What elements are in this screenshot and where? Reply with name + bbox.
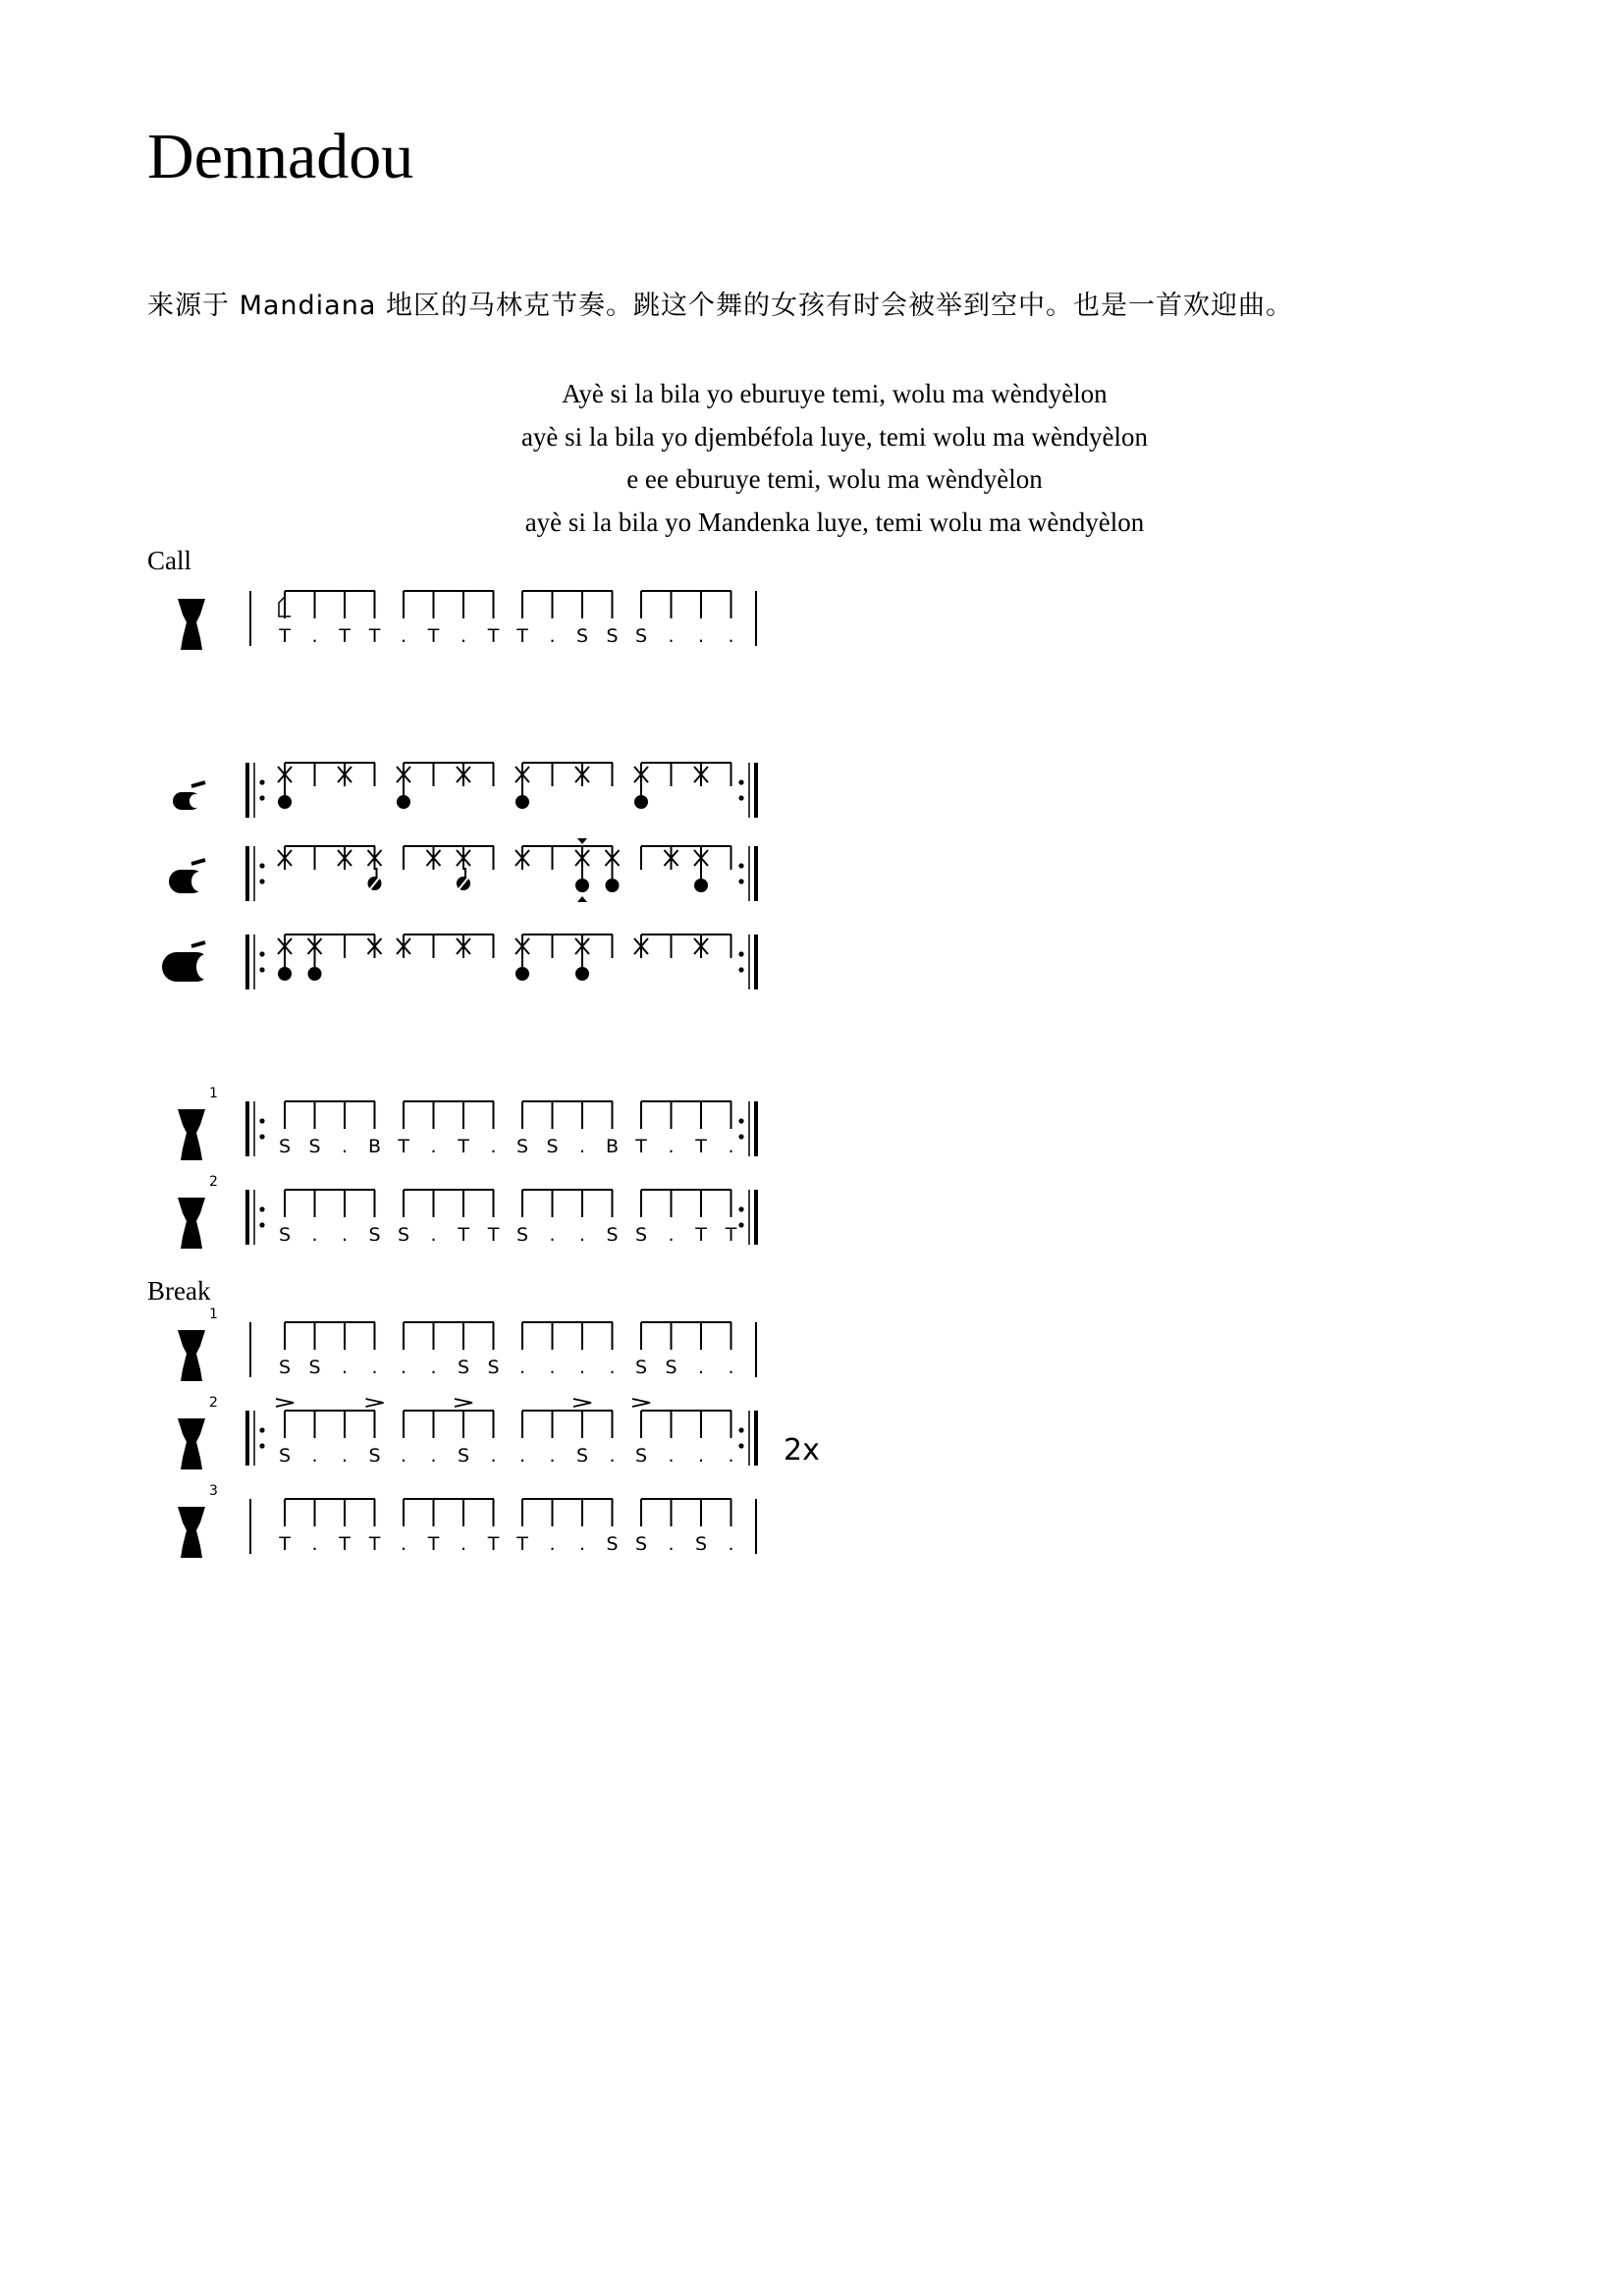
stroke-symbol: S xyxy=(457,1445,470,1467)
stroke-symbol: . xyxy=(311,1533,318,1555)
stroke-symbol: S xyxy=(457,1357,470,1378)
stroke-symbol: . xyxy=(518,1445,526,1467)
open-drum-stroke xyxy=(606,879,620,892)
stroke-symbol: B xyxy=(367,1136,382,1157)
stroke-symbol: . xyxy=(728,1533,734,1555)
stroke-symbol: S xyxy=(665,1357,677,1378)
djembe-icon xyxy=(178,1198,205,1249)
stave-number: 1 xyxy=(209,1307,218,1322)
stroke-symbol: S xyxy=(634,625,648,647)
section-label-break: Break xyxy=(147,1276,211,1306)
open-drum-stroke xyxy=(515,795,529,809)
stave-break1 xyxy=(178,1307,756,1381)
stroke-symbol: T xyxy=(458,1136,469,1157)
stroke-symbol: . xyxy=(400,1445,407,1467)
open-drum-stroke xyxy=(278,795,292,809)
stroke-symbol: . xyxy=(578,1136,586,1157)
stave-number: 1 xyxy=(209,1086,218,1101)
stroke-symbol: . xyxy=(668,1136,675,1157)
stroke-symbol: . xyxy=(697,1357,705,1378)
stroke-symbol: S xyxy=(368,1445,381,1467)
stroke-symbol: T xyxy=(368,625,381,647)
stroke-symbol: T xyxy=(487,1224,500,1246)
stroke-symbol: T xyxy=(279,1533,291,1555)
stroke-symbol: . xyxy=(460,1533,467,1555)
djembe-icon xyxy=(178,599,205,650)
marker-bottom xyxy=(577,896,587,902)
stroke-symbol: . xyxy=(400,1533,407,1555)
stroke-symbol: S xyxy=(278,1224,292,1246)
stroke-symbol: S xyxy=(634,1445,648,1467)
stroke-symbol: S xyxy=(278,1357,292,1378)
stroke-symbol: S xyxy=(515,1224,529,1246)
stroke-symbol: S xyxy=(634,1224,648,1246)
stave-number: 2 xyxy=(209,1174,218,1190)
open-drum-stroke xyxy=(694,879,708,892)
stroke-symbol: . xyxy=(668,1224,675,1246)
lyrics-line: ayè si la bila yo Mandenka luye, temi wolu ma wèndyèlon xyxy=(524,507,1145,537)
stroke-symbol: . xyxy=(518,1357,526,1378)
stave-dundunba xyxy=(162,934,756,989)
stroke-symbol: . xyxy=(697,625,705,647)
lyrics-line: e ee eburuye temi, wolu ma wèndyèlon xyxy=(626,464,1043,494)
stroke-symbol: . xyxy=(311,1445,318,1467)
stroke-symbol: . xyxy=(490,1136,497,1157)
stroke-symbol: . xyxy=(697,1445,705,1467)
djembe-icon xyxy=(178,1418,205,1469)
stroke-symbol: . xyxy=(341,1445,349,1467)
stroke-symbol: S xyxy=(606,1224,619,1246)
accent-mark xyxy=(573,1399,591,1407)
stroke-symbol: T xyxy=(339,1533,351,1555)
stroke-symbol: . xyxy=(549,1224,556,1246)
stave-call xyxy=(178,591,756,650)
stroke-symbol: T xyxy=(427,625,440,647)
stroke-symbol: . xyxy=(728,1445,734,1467)
stroke-symbol: T xyxy=(279,625,291,647)
open-drum-stroke xyxy=(308,967,322,981)
stroke-symbol: S xyxy=(397,1224,410,1246)
stroke-symbol: . xyxy=(311,625,318,647)
open-drum-stroke xyxy=(575,967,589,981)
stroke-symbol: T xyxy=(695,1136,707,1157)
stroke-symbol: S xyxy=(308,1136,321,1157)
stave-djembe2 xyxy=(178,1174,756,1249)
open-drum-stroke xyxy=(278,967,292,981)
stroke-symbol: . xyxy=(549,625,556,647)
stroke-symbol: . xyxy=(728,1136,734,1157)
rhythm-description: 来源于 Mandiana 地区的马林克节奏。跳这个舞的女孩有时会被举到空中。也是一首欢迎曲。 xyxy=(147,291,1293,321)
stroke-symbol: . xyxy=(549,1445,556,1467)
stroke-symbol: . xyxy=(371,1357,378,1378)
stave-break2 xyxy=(178,1395,820,1469)
stroke-symbol: T xyxy=(398,1136,409,1157)
stroke-symbol: . xyxy=(578,1357,586,1378)
stroke-symbol: . xyxy=(400,1357,407,1378)
stroke-symbol: S xyxy=(634,1533,648,1555)
stroke-symbol: T xyxy=(695,1224,707,1246)
djembe-icon xyxy=(178,1330,205,1381)
stroke-symbol: S xyxy=(606,625,619,647)
open-drum-stroke xyxy=(515,967,529,981)
stroke-symbol: S xyxy=(575,1445,589,1467)
stroke-symbol: S xyxy=(546,1136,559,1157)
accent-mark xyxy=(276,1399,294,1407)
stave-djembe1 xyxy=(178,1086,756,1160)
stroke-symbol: . xyxy=(668,1445,675,1467)
stroke-symbol: . xyxy=(549,1533,556,1555)
stave-kenkeni xyxy=(173,763,756,818)
stave-break3 xyxy=(178,1483,756,1558)
stroke-symbol: . xyxy=(609,1445,616,1467)
open-drum-stroke xyxy=(634,795,648,809)
stroke-symbol: . xyxy=(578,1224,586,1246)
stroke-symbol: S xyxy=(606,1533,619,1555)
stroke-symbol: T xyxy=(458,1224,469,1246)
stroke-symbol: . xyxy=(609,1357,616,1378)
page-title: Dennadou xyxy=(147,121,414,192)
stroke-symbol: S xyxy=(634,1357,648,1378)
stroke-symbol: . xyxy=(728,1357,734,1378)
section-label-call: Call xyxy=(147,546,191,575)
stroke-symbol: . xyxy=(341,1357,349,1378)
stroke-symbol: . xyxy=(430,1136,437,1157)
stroke-symbol: . xyxy=(728,625,734,647)
stroke-symbol: . xyxy=(668,1533,675,1555)
stroke-symbol: . xyxy=(400,625,407,647)
stroke-symbol: T xyxy=(516,625,528,647)
stroke-symbol: . xyxy=(490,1445,497,1467)
stroke-symbol: . xyxy=(341,1224,349,1246)
stroke-symbol: . xyxy=(311,1224,318,1246)
stroke-symbol: . xyxy=(578,1533,586,1555)
lyrics-line: Ayè si la bila yo eburuye temi, wolu ma wèndyèlon xyxy=(562,379,1108,408)
stroke-symbol: S xyxy=(308,1357,321,1378)
stroke-symbol: S xyxy=(278,1136,292,1157)
stroke-symbol: S xyxy=(515,1136,529,1157)
stroke-symbol: T xyxy=(635,1136,647,1157)
accent-mark xyxy=(632,1399,650,1407)
stroke-symbol: T xyxy=(368,1533,381,1555)
stroke-symbol: T xyxy=(487,1533,500,1555)
djembe-icon xyxy=(178,1507,205,1558)
stroke-symbol: . xyxy=(460,625,467,647)
accent-mark xyxy=(455,1399,472,1407)
stroke-symbol: T xyxy=(427,1533,440,1555)
stroke-symbol: . xyxy=(430,1445,437,1467)
stroke-symbol: S xyxy=(487,1357,500,1378)
stroke-symbol: T xyxy=(725,1224,737,1246)
stroke-symbol: S xyxy=(575,625,589,647)
stave-number: 2 xyxy=(209,1395,218,1411)
stroke-symbol: S xyxy=(368,1224,381,1246)
stroke-symbol: T xyxy=(516,1533,528,1555)
stroke-symbol: S xyxy=(278,1445,292,1467)
stave-number: 3 xyxy=(209,1483,218,1499)
stroke-symbol: . xyxy=(430,1224,437,1246)
open-drum-stroke xyxy=(397,795,410,809)
stroke-symbol: S xyxy=(694,1533,708,1555)
accent-mark xyxy=(366,1399,384,1407)
open-drum-stroke xyxy=(575,879,589,892)
stroke-symbol: . xyxy=(668,625,675,647)
stroke-symbol: T xyxy=(339,625,351,647)
lyrics-line: ayè si la bila yo djembéfola luye, temi wolu ma wèndyèlon xyxy=(520,421,1149,452)
stroke-symbol: . xyxy=(549,1357,556,1378)
marker-top xyxy=(577,838,587,844)
stroke-symbol: . xyxy=(341,1136,349,1157)
stroke-symbol: T xyxy=(487,625,500,647)
stroke-symbol: . xyxy=(430,1357,437,1378)
stave-sangban xyxy=(169,838,756,902)
stroke-symbol: B xyxy=(605,1136,620,1157)
repeat-count: 2x xyxy=(784,1433,820,1468)
djembe-icon xyxy=(178,1109,205,1160)
